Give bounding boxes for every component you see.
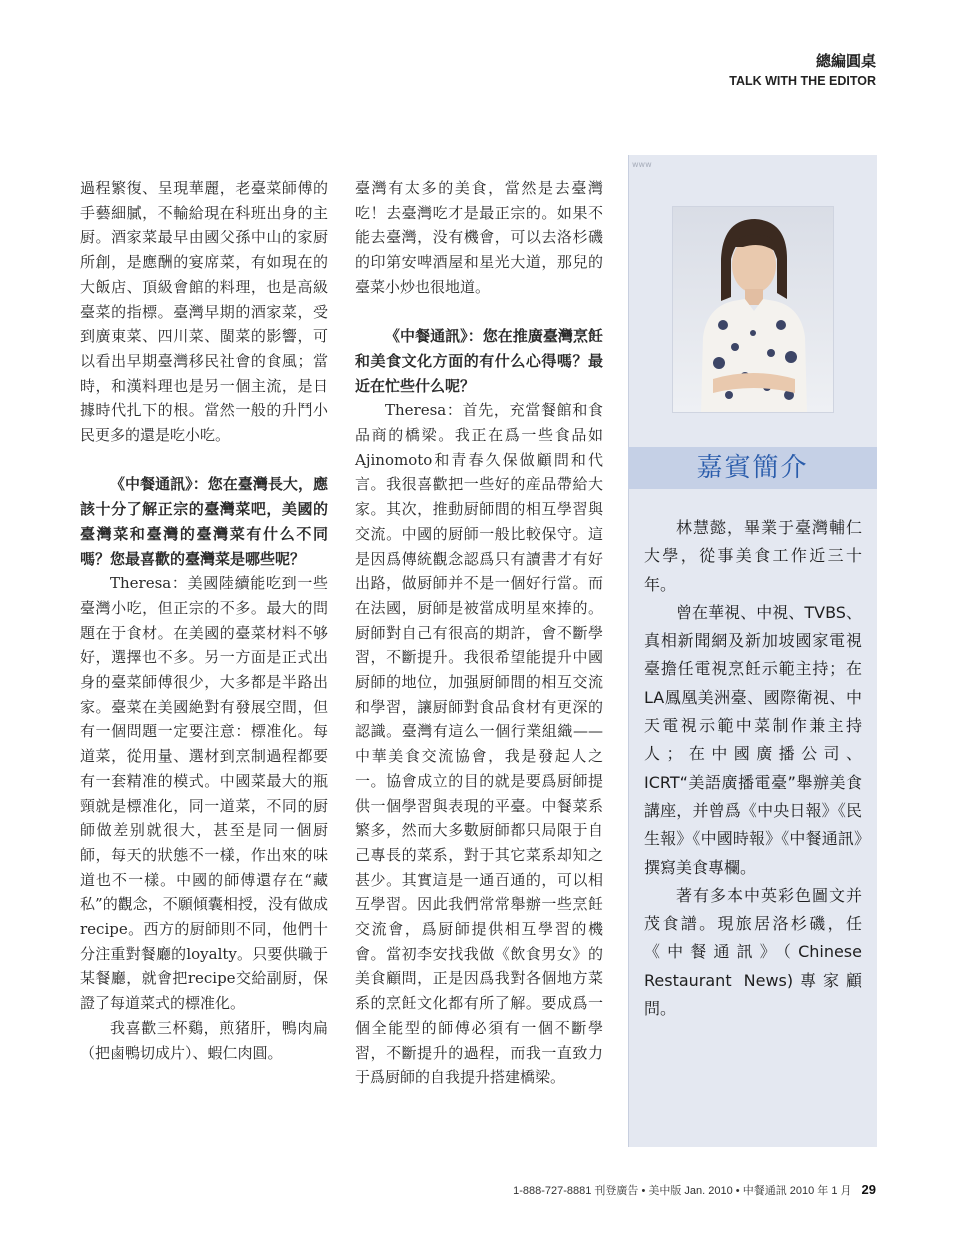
- page-number: 29: [861, 1182, 876, 1197]
- article-column-2: [355, 176, 603, 1090]
- bio-paragraph: 著有多本中英彩色圖文并茂食譜。現旅居洛杉磯，任《中餐通訊》（Chinese Restaurant News)專家顧問。: [644, 885, 862, 1019]
- interview-answer: Theresa：美國陸續能吃到一些臺灣小吃，但正宗的不多。最大的問題在于食材。在美國的臺菜材料不够好，選擇也不多。另一方面是正式出身的臺菜師傅很少，大多都是半路出家。臺菜在美國絶對有發展空間，但有一個問題一定要注意：標准化。每道菜，從用量、選材到烹制過程都要有一套精准的模式。中國菜最大的瓶頸就是標准化，同一道菜，不同的厨師做差别就很大，甚至是同一個厨師，每天的狀態不一樣，作出來的味道也不一樣。中國的師傅還存在“藏私”的觀念，不願傾囊相授，没有做成recipe。西方的厨師則不同，他們十分注重對餐廳的loyalty。只要供職于某餐廳，就會把recipe交給副厨，保證了每道菜式的標准化。: [80, 574, 328, 1013]
- bio-paragraph: 曾在華視、中視、TVBS、真相新聞網及新加坡國家電視臺擔任電視烹飪示範主持；在LA鳳凰美洲臺、國際衛視、中天電視示範中菜制作兼主持人；在中國廣播公司、ICRT“美語廣播電臺”舉辦美食講座，并曾爲《中央日報》《民生報》《中國時報》《中餐通訊》撰寫美食專欄。: [644, 602, 862, 877]
- guest-portrait-photo: [672, 206, 834, 413]
- section-title-cn: 總編圓桌: [815, 52, 876, 70]
- paragraph: 我喜歡三杯鷄，煎猪肝，鴨肉扁（把鹵鴨切成片）、蝦仁肉圓。: [80, 1018, 328, 1062]
- article-column-1: [80, 176, 328, 1065]
- paragraph: 過程繁復、呈現華麗，老臺菜師傅的手藝細膩，不輸給現在科班出身的主厨。酒家菜最早由國父孫中山的家厨所創，是應酬的宴席菜，有如現在的大飯店、頂級會館的料理，也是高級臺菜的指標。臺灣早期的酒家菜，受到廣東菜、四川菜、閩菜的影響，可以看出早期臺灣移民社會的食風；當時，和漢料理也是另一個主流，是日據時代扎下的根。當然一般的升鬥小民更多的還是吃小吃。: [80, 179, 328, 445]
- bio-paragraph: 林慧懿，畢業于臺灣輔仁大學，從事美食工作近三十年。: [644, 518, 862, 594]
- interview-answer: Theresa：首先，充當餐館和食品商的橋梁。我正在爲一些食品如Ajinomoto和青春久保做顧問和代言。我很喜歡把一些好的産品帶給大家。其次，推動厨師間的相互學習與交流。中國的厨師一般比較保守。這是因爲傳統觀念認爲只有讀書才有好出路，做厨師并不是一個好行當。而在法國，厨師是被當成明星來捧的。厨師對自己有很高的期許，會不斷學習，不斷提升。我很希望能提升中國厨師的地位，加强厨師間的相互交流和學習，讓厨師對食品食材有更深的認識。臺灣有這么一個行業組織——中華美食交流協會，我是發起人之一。協會成立的目的就是要爲厨師提供一個學習與表現的平臺。中餐菜系繁多，然而大多數厨師都只局限于自己專長的菜系，對于其它菜系却知之甚少。其實這是一通百通的，可以相互學習。因此我們常常舉辦一些烹飪交流會，爲厨師提供相互學習的機會。當初李安找我做《飲食男女》的美食顧問，正是因爲我對各個地方菜系的烹飪文化都有所了解。要成爲一個全能型的師傅必須有一個不斷學習，不斷提升的過程，而我一直致力于爲厨師的自我提升搭建橋梁。: [355, 401, 603, 1087]
- interview-question: 《中餐通訊》：您在臺灣長大，應該十分了解正宗的臺灣菜吧，美國的臺灣菜和臺灣的臺灣菜有什么不同嗎？您最喜歡的臺灣菜是哪些呢？: [80, 475, 328, 568]
- watermark: www: [632, 160, 652, 169]
- interview-question: 《中餐通訊》：您在推廣臺灣烹飪和美食文化方面的有什么心得嗎？最近在忙些什么呢？: [355, 327, 603, 395]
- portrait-illustration: [673, 207, 833, 412]
- page-footer: [513, 1182, 876, 1198]
- section-title-en: TALK WITH THE EDITOR: [729, 74, 876, 88]
- guest-bio: [644, 514, 862, 1023]
- footer-info: 1-888-727-8881 刊登廣告 • 美中版 Jan. 2010 • 中餐通訊 2010 年 1 月: [513, 1185, 852, 1197]
- profile-title: 嘉賓簡介: [696, 453, 809, 483]
- paragraph: 臺灣有太多的美食，當然是去臺灣吃！去臺灣吃才是最正宗的。如果不能去臺灣，没有機會，可以去洛杉磯的印第安啤酒屋和星光大道，那兒的臺菜小炒也很地道。: [355, 179, 603, 296]
